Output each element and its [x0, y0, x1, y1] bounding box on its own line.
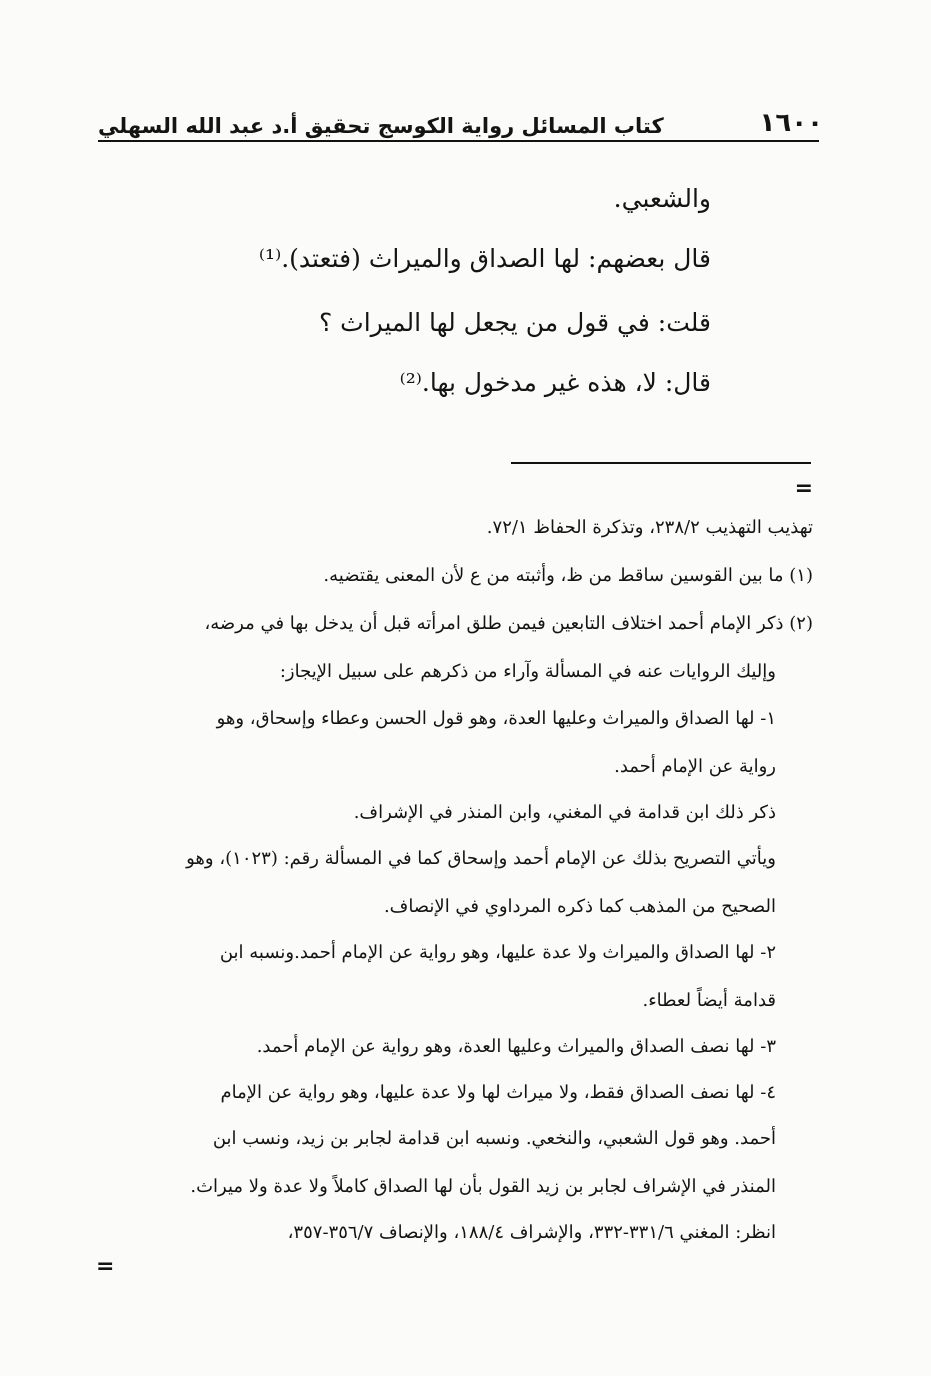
main-text-line: قال: لا، هذه غير مدخول بها.⁽²⁾ — [399, 368, 711, 397]
running-title: كتاب المسائل رواية الكوسج تحقيق أ.د عبد الله السهلي — [98, 114, 664, 138]
footnote-line: (٢) ذكر الإمام أحمد اختلاف التابعين فيمن طلق امرأته قبل أن يدخل بها في مرضه، — [204, 613, 813, 634]
page-header — [98, 98, 823, 138]
main-text-line: والشعبي. — [613, 184, 711, 213]
footnote-line: أحمد. وهو قول الشعبي، والنخعي. ونسبه ابن قدامة لجابر بن زيد، ونسب ابن — [212, 1128, 776, 1149]
footnote-line: ٤- لها نصف الصداق فقط، ولا ميراث لها ولا عدة عليها، وهو رواية عن الإمام — [220, 1082, 776, 1103]
footnote-line: انظر: المغني ٣٣١/٦-٣٣٢، والإشراف ١٨٨/٤، والإنصاف ٣٥٦/٧-٣٥٧، — [287, 1222, 776, 1243]
footnote-line: ٣- لها نصف الصداق والميراث وعليها العدة، وهو رواية عن الإمام أحمد. — [256, 1036, 776, 1057]
main-text-line: قلت: في قول من يجعل لها الميراث ؟ — [318, 308, 711, 337]
page-number: ١٦٠٠ — [759, 108, 823, 138]
footnote-line: رواية عن الإمام أحمد. — [614, 756, 776, 777]
footnote-line: وإليك الروايات عنه في المسألة وآراء من ذكرهم على سبيل الإيجاز: — [279, 661, 776, 682]
continuation-mark-bottom: = — [96, 1254, 115, 1279]
footnote-line: تهذيب التهذيب ٢٣٨/٢، وتذكرة الحفاظ ٧٢/١. — [486, 517, 813, 538]
footnote-line: قدامة أيضاً لعطاء. — [642, 990, 776, 1011]
footnote-line: (١) ما بين القوسين ساقط من ظ، وأثبته من ع لأن المعنى يقتضيه. — [323, 565, 813, 586]
header-rule — [98, 140, 819, 142]
footnote-line: الصحيح من المذهب كما ذكره المرداوي في الإنصاف. — [383, 896, 776, 917]
footnote-line: المنذر في الإشراف لجابر بن زيد القول بأن لها الصداق كاملاً ولا عدة ولا ميراث. — [190, 1176, 776, 1197]
footnote-line: ٢- لها الصداق والميراث ولا عدة عليها، وهو رواية عن الإمام أحمد.ونسبه ابن — [219, 942, 776, 963]
main-text-line: قال بعضهم: لها الصداق والميراث (فتعتد).⁽¹⁾ — [258, 244, 711, 273]
footnote-line: ويأتي التصريح بذلك عن الإمام أحمد وإسحاق كما في المسألة رقم: (١٠٢٣)، وهو — [186, 848, 776, 869]
footnote-line: ١- لها الصداق والميراث وعليها العدة، وهو قول الحسن وعطاء وإسحاق، وهو — [216, 708, 776, 729]
footnote-line: ذكر ذلك ابن قدامة في المغني، وابن المنذر في الإشراف. — [353, 802, 776, 823]
continuation-mark: = — [794, 476, 813, 501]
footnote-separator — [511, 462, 811, 464]
